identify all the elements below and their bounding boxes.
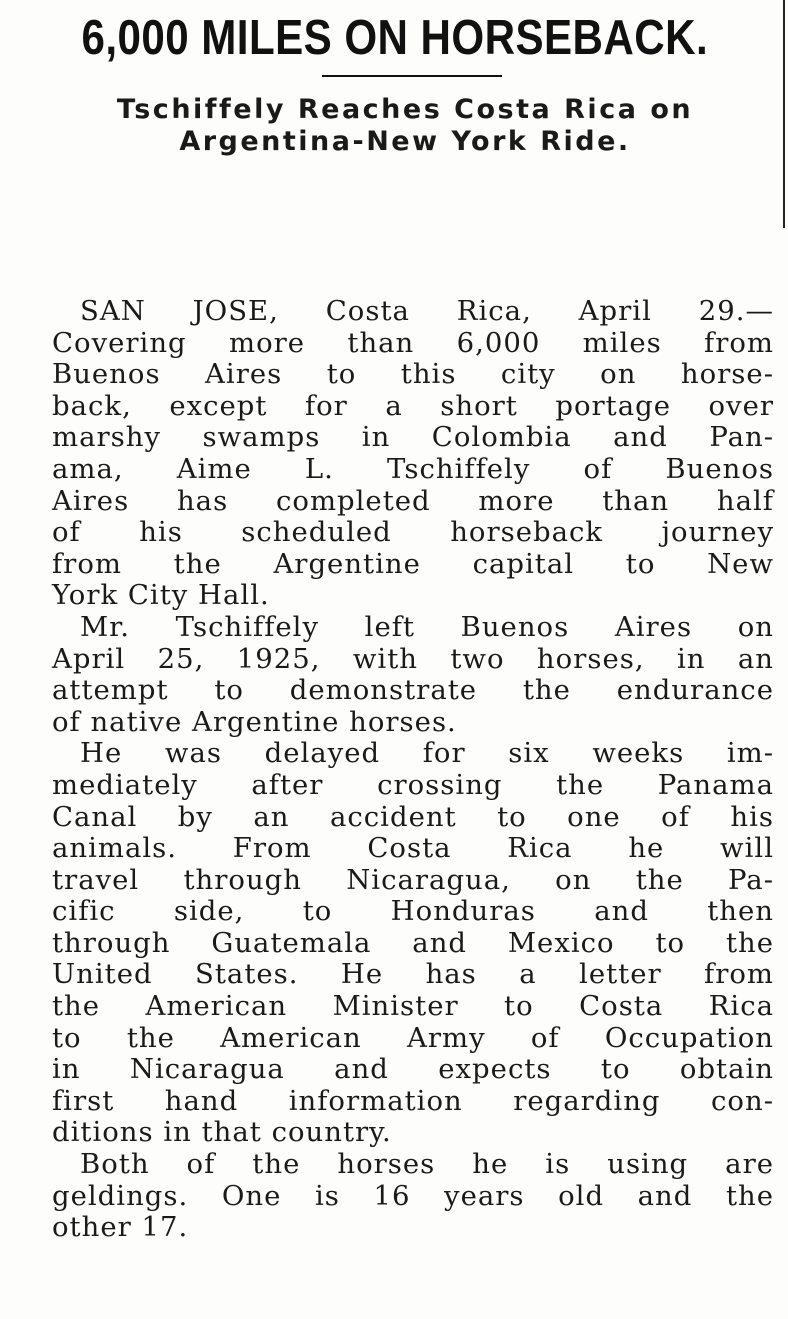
- text-line: other 17.: [52, 1211, 189, 1244]
- headline: 6,000 MILES ON HORSEBACK.: [81, 11, 709, 65]
- text-line: of native Argentine horses.: [52, 705, 457, 738]
- subheadline-line: Argentina-New York Ride.: [179, 125, 631, 157]
- text-line: SAN JOSE, Costa Rica, April 29.—: [80, 295, 774, 327]
- paragraph: [52, 738, 774, 1149]
- text-line: of his scheduled horseback journey: [52, 516, 774, 549]
- text-line: ditions in that country.: [52, 1116, 392, 1149]
- article-body: [52, 296, 774, 1244]
- text-line: marshy swamps in Colombia and Pan-: [52, 421, 774, 454]
- text-line: cific side, to Honduras and then: [52, 895, 774, 928]
- subheadline: [30, 94, 780, 157]
- text-line: York City Hall.: [52, 579, 270, 612]
- text-line: Covering more than 6,000 miles from: [52, 326, 774, 359]
- headline-divider: [322, 75, 502, 77]
- text-line: Both of the horses he is using are: [80, 1148, 774, 1181]
- text-line: Canal by an accident to one of his: [52, 800, 774, 833]
- text-line: Aires has completed more than half: [52, 484, 774, 517]
- text-line: geldings. One is 16 years old and the: [52, 1179, 774, 1212]
- text-line: attempt to demonstrate the endurance: [52, 674, 774, 707]
- paragraph: [52, 1149, 774, 1244]
- text-line: back, except for a short portage over: [52, 389, 774, 422]
- text-line: the American Minister to Costa Rica: [52, 990, 774, 1023]
- text-line: to the American Army of Occupation: [52, 1021, 774, 1054]
- text-line: first hand information regarding con-: [52, 1084, 774, 1117]
- text-line: Buenos Aires to this city on horse-: [52, 358, 774, 391]
- text-line: travel through Nicaragua, on the Pa-: [52, 863, 774, 896]
- text-line: Mr. Tschiffely left Buenos Aires on: [80, 610, 774, 643]
- text-line: from the Argentine capital to New: [52, 547, 774, 580]
- text-line: United States. He has a letter from: [52, 958, 774, 991]
- text-line: animals. From Costa Rica he will: [52, 832, 774, 865]
- text-line: in Nicaragua and expects to obtain: [52, 1053, 774, 1086]
- text-line: He was delayed for six weeks im-: [80, 737, 774, 770]
- text-line: ama, Aime L. Tschiffely of Buenos: [52, 452, 774, 485]
- text-line: through Guatemala and Mexico to the: [52, 926, 774, 959]
- column-rule: [783, 0, 785, 228]
- text-line: April 25, 1925, with two horses, in an: [52, 642, 774, 675]
- paragraph: [52, 612, 774, 738]
- subheadline-line: Tschiffely Reaches Costa Rica on: [116, 94, 694, 125]
- paragraph: [52, 296, 774, 612]
- text-line: mediately after crossing the Panama: [52, 768, 774, 801]
